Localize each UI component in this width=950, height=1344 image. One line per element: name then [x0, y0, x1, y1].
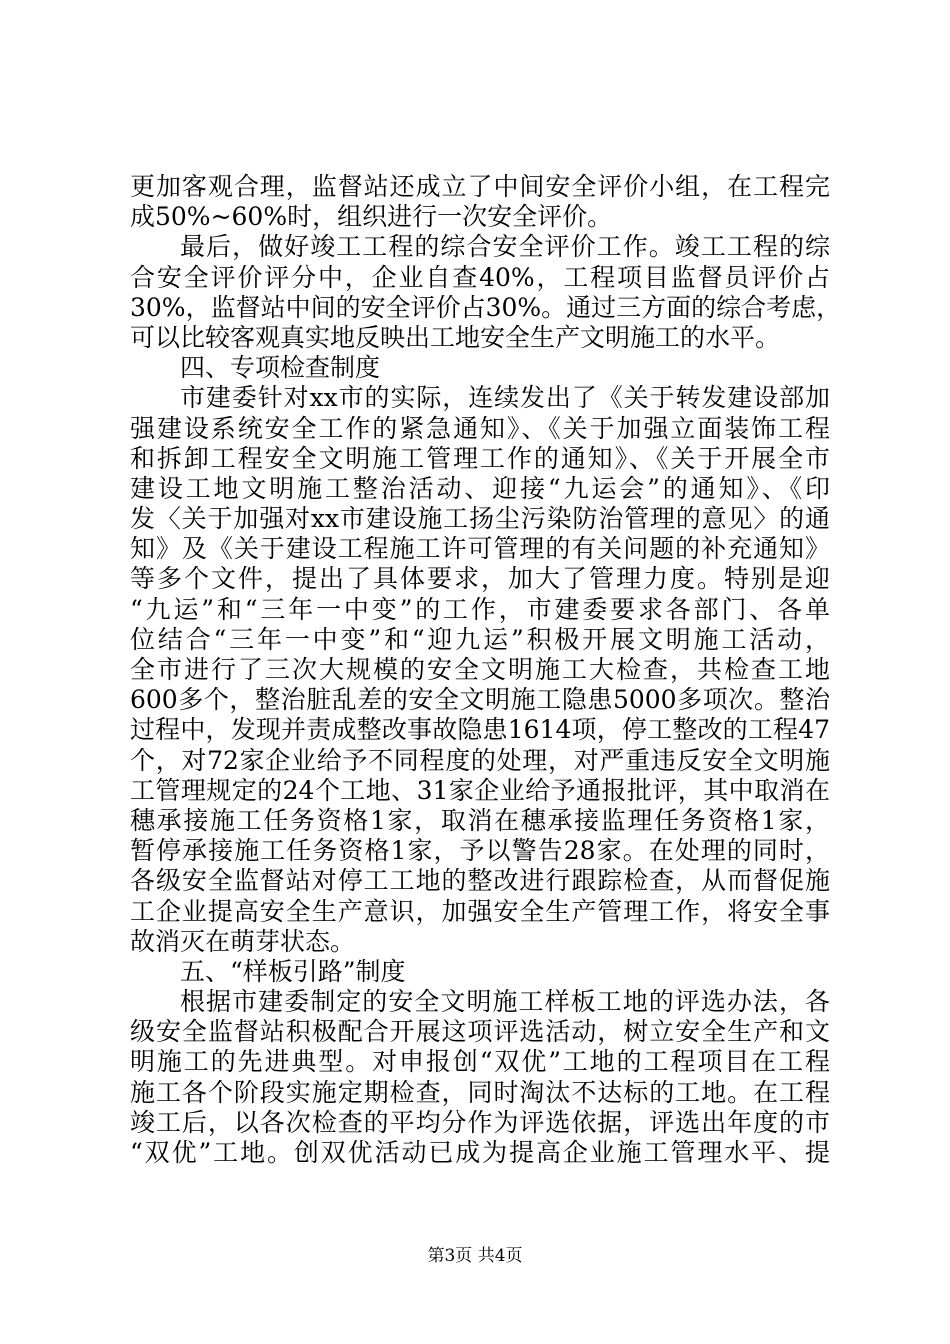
page-footer: 第3页 共4页 [427, 1246, 523, 1266]
text-line: 更加客观合理，监督站还成立了中间安全评价小组，在工程完 [130, 172, 830, 201]
text-line: 工企业提高安全生产意识，加强安全生产管理工作，将安全事 [130, 896, 830, 926]
text-line: 个，对72家企业给予不同程度的处理，对严重违反安全文明施 [130, 745, 830, 775]
text-line: 五、“样板引路”制度 [180, 956, 406, 986]
document-body [130, 172, 842, 1168]
text-line: 暂停承接施工任务资格1家，予以警告28家。在处理的同时， [130, 836, 830, 866]
text-line: 竣工后，以各次检查的平均分作为评选依据，评选出年度的市 [130, 1107, 830, 1137]
text-line: 穗承接施工任务资格1家，取消在穗承接监理任务资格1家， [130, 805, 830, 835]
text-line: 合安全评价评分中，企业自查40%，工程项目监督员评价占 [130, 262, 830, 292]
text-line: 各级安全监督站对停工工地的整改进行跟踪检查，从而督促施 [130, 866, 830, 896]
text-line: 600多个，整治脏乱差的安全文明施工隐患5000多项次。整治 [130, 685, 830, 715]
text-line: 最后，做好竣工工程的综合安全评价工作。竣工工程的综 [180, 232, 830, 262]
text-line: 位结合“三年一中变”和“迎九运”积极开展文明施工活动， [130, 624, 830, 654]
text-line: 成50%~60%时，组织进行一次安全评价。 [130, 202, 613, 232]
text-line: 明施工的先进典型。对申报创“双优”工地的工程项目在工程 [130, 1047, 830, 1077]
text-line: 市建委针对xx市的实际，连续发出了《关于转发建设部加 [180, 383, 830, 413]
text-line: 故消灭在萌芽状态。 [130, 926, 356, 956]
text-line: 工管理规定的24个工地、31家企业给予通报批评，其中取消在 [130, 775, 830, 805]
text-line: 级安全监督站积极配合开展这项评选活动，树立安全生产和文 [130, 1017, 830, 1047]
text-line: 根据市建委制定的安全文明施工样板工地的评选办法，各 [180, 987, 830, 1017]
text-line: 施工各个阶段实施定期检查，同时淘汰不达标的工地。在工程 [130, 1077, 830, 1107]
text-line: “九运”和“三年一中变”的工作，市建委要求各部门、各单 [130, 594, 830, 624]
text-line: 和拆卸工程安全文明施工管理工作的通知》、《关于开展全市 [130, 443, 830, 473]
text-line: 30%，监督站中间的安全评价占30%。通过三方面的综合考虑， [130, 292, 842, 322]
text-line: 强建设系统安全工作的紧急通知》、《关于加强立面装饰工程 [130, 413, 830, 443]
text-line: 知》及《关于建设工程施工许可管理的有关问题的补充通知》 [130, 534, 830, 564]
text-line: 全市进行了三次大规模的安全文明施工大检查，共检查工地 [130, 655, 830, 684]
text-line: 过程中，发现并责成整改事故隐患1614项，停工整改的工程47 [130, 715, 830, 745]
section-heading [130, 957, 830, 987]
section-heading [130, 353, 830, 383]
text-line: 建设工地文明施工整治活动、迎接“九运会”的通知》、《印 [130, 473, 830, 503]
text-line: 可以比较客观真实地反映出工地安全生产文明施工的水平。 [130, 322, 781, 352]
paragraph [130, 232, 842, 353]
text-line: 等多个文件，提出了具体要求，加大了管理力度。特别是迎 [130, 564, 830, 594]
text-line: “双优”工地。创双优活动已成为提高企业施工管理水平、提 [130, 1138, 830, 1167]
paragraph [130, 987, 830, 1168]
paragraph [130, 383, 830, 957]
text-line: 四、专项检查制度 [180, 353, 381, 383]
paragraph [130, 172, 830, 232]
text-line: 发〈关于加强对xx市建设施工扬尘污染防治管理的意见〉的通 [130, 504, 830, 534]
